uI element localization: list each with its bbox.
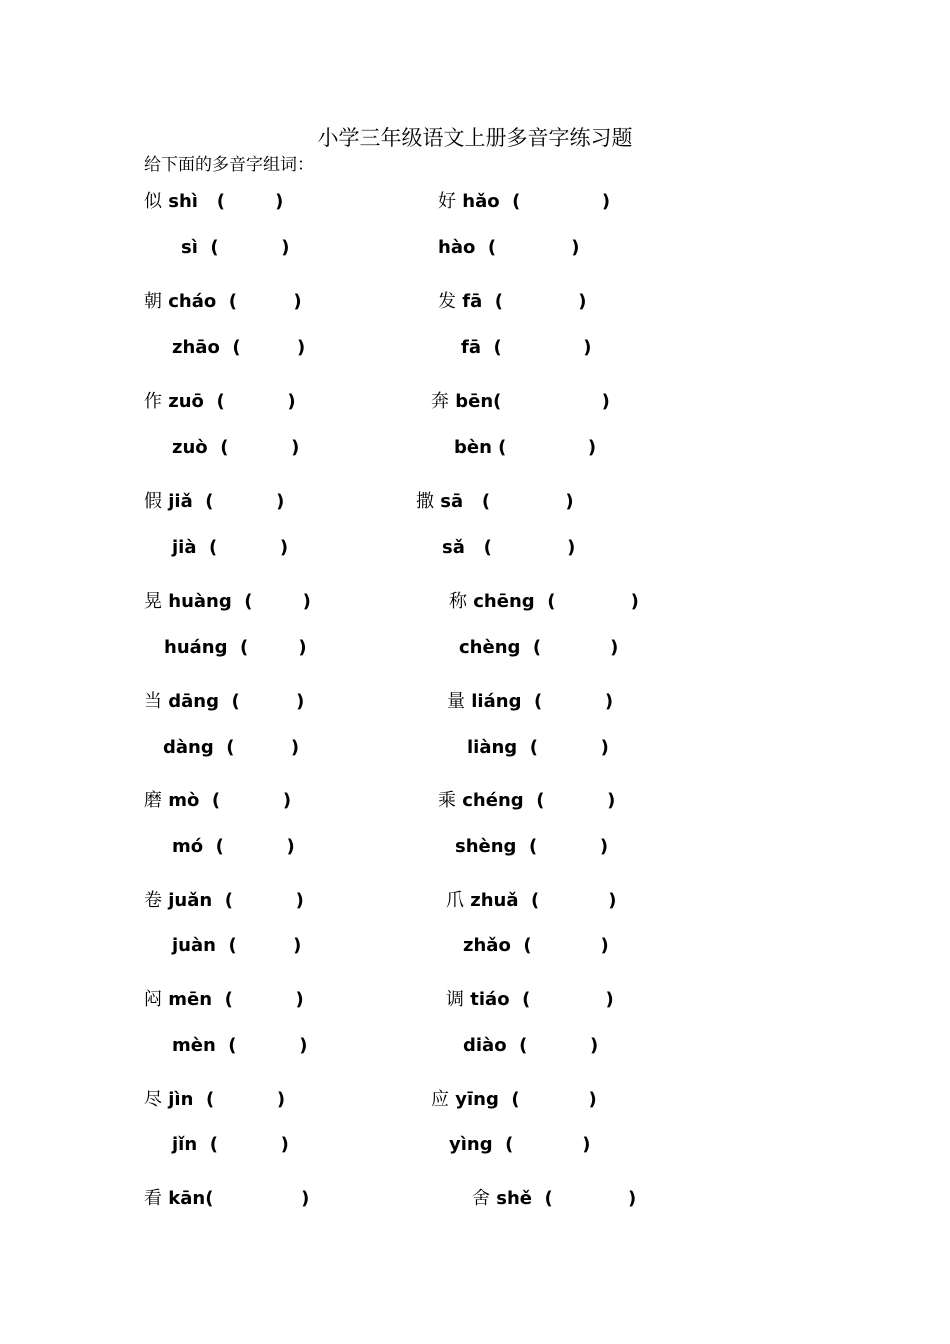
pinyin-answer-blank[interactable]: fā ( ): [456, 291, 587, 312]
polyphone-character: 朝: [144, 291, 162, 312]
exercise-item-left: [144, 687, 304, 713]
polyphone-character: 撒: [416, 491, 434, 512]
exercise-item-left: [144, 387, 296, 413]
exercise-row: [0, 836, 950, 866]
exercise-item-right: [431, 387, 610, 413]
polyphone-character: 闷: [144, 989, 162, 1010]
pinyin-answer-blank[interactable]: tiáo ( ): [464, 989, 614, 1010]
exercise-row: [0, 487, 950, 517]
pinyin-answer-blank[interactable]: jià ( ): [172, 537, 289, 558]
pinyin-answer-blank[interactable]: chèng ( ): [459, 637, 619, 658]
exercise-item-right: [438, 786, 615, 812]
page-title: 小学三年级语文上册多音字练习题: [317, 126, 633, 150]
pinyin-answer-blank[interactable]: shèng ( ): [455, 836, 609, 857]
instruction-text: 给下面的多音字组词：: [144, 155, 314, 175]
pinyin-answer-blank[interactable]: mò ( ): [162, 790, 292, 811]
exercise-row: [0, 537, 950, 567]
exercise-row: [0, 1184, 950, 1214]
pinyin-answer-blank[interactable]: chéng ( ): [456, 790, 616, 811]
pinyin-answer-blank[interactable]: bèn ( ): [454, 437, 597, 458]
exercise-item-right: [438, 237, 580, 258]
exercise-item-right: [467, 737, 609, 758]
polyphone-character: 卷: [144, 890, 162, 911]
exercise-item-left: [144, 1085, 285, 1111]
pinyin-answer-blank[interactable]: diào ( ): [463, 1035, 599, 1056]
polyphone-character: 假: [144, 491, 162, 512]
pinyin-answer-blank[interactable]: juàn ( ): [172, 935, 302, 956]
pinyin-answer-blank[interactable]: mó ( ): [172, 836, 295, 857]
exercise-item-right: [438, 287, 586, 313]
pinyin-answer-blank[interactable]: shì ( ): [162, 191, 284, 212]
pinyin-answer-blank[interactable]: kān( ): [162, 1188, 310, 1209]
polyphone-character: 好: [438, 191, 456, 212]
exercise-row: [0, 337, 950, 367]
exercise-item-right: [454, 437, 596, 458]
exercise-item-right: [463, 1035, 598, 1056]
exercise-row: [0, 935, 950, 965]
exercise-item-left: [144, 587, 311, 613]
exercise-row: [0, 1085, 950, 1115]
exercise-item-right: [416, 487, 574, 513]
pinyin-answer-blank[interactable]: liàng ( ): [467, 737, 609, 758]
exercise-row: [0, 737, 950, 767]
polyphone-character: 发: [438, 291, 456, 312]
polyphone-character: 当: [144, 691, 162, 712]
pinyin-answer-blank[interactable]: cháo ( ): [162, 291, 302, 312]
exercise-row: [0, 437, 950, 467]
polyphone-character: 调: [446, 989, 464, 1010]
pinyin-answer-blank[interactable]: bēn( ): [449, 391, 610, 412]
pinyin-answer-blank[interactable]: huàng ( ): [162, 591, 311, 612]
exercise-item-right: [438, 187, 610, 213]
polyphone-character: 应: [431, 1089, 449, 1110]
exercise-item-right: [447, 687, 613, 713]
exercise-item-left: [181, 237, 290, 258]
polyphone-character: 似: [144, 191, 162, 212]
exercise-item-left: [144, 886, 304, 912]
pinyin-answer-blank[interactable]: mèn ( ): [172, 1035, 308, 1056]
pinyin-answer-blank[interactable]: dāng ( ): [162, 691, 305, 712]
pinyin-answer-blank[interactable]: hào ( ): [438, 237, 580, 258]
exercise-item-left: [172, 537, 288, 558]
pinyin-answer-blank[interactable]: zhǎo ( ): [463, 935, 609, 956]
exercise-row: [0, 687, 950, 717]
polyphone-character: 尽: [144, 1089, 162, 1110]
pinyin-answer-blank[interactable]: jìn ( ): [162, 1089, 286, 1110]
pinyin-answer-blank[interactable]: jǐn ( ): [172, 1134, 289, 1155]
exercise-item-left: [144, 985, 304, 1011]
exercise-item-right: [446, 985, 614, 1011]
exercise-row: [0, 287, 950, 317]
exercise-item-left: [144, 786, 291, 812]
polyphone-character: 奔: [431, 391, 449, 412]
exercise-item-left: [164, 637, 307, 658]
exercise-item-left: [144, 487, 284, 513]
exercise-item-left: [172, 437, 299, 458]
exercise-item-left: [172, 1134, 289, 1155]
polyphone-character: 量: [447, 691, 465, 712]
exercise-item-left: [172, 337, 305, 358]
exercise-item-right: [461, 337, 591, 358]
pinyin-answer-blank[interactable]: zhuǎ ( ): [464, 890, 617, 911]
polyphone-character: 作: [144, 391, 162, 412]
pinyin-answer-blank[interactable]: yīng ( ): [449, 1089, 597, 1110]
exercise-row: [0, 786, 950, 816]
pinyin-answer-blank[interactable]: chēng ( ): [467, 591, 639, 612]
exercise-item-left: [172, 836, 295, 857]
exercise-item-right: [459, 637, 618, 658]
exercise-row: [0, 1035, 950, 1065]
exercise-row: [0, 1134, 950, 1164]
exercise-row: [0, 886, 950, 916]
exercise-item-right: [449, 1134, 591, 1155]
exercise-item-right: [431, 1085, 597, 1111]
exercise-item-left: [163, 737, 299, 758]
exercise-item-right: [442, 537, 575, 558]
pinyin-answer-blank[interactable]: mēn ( ): [162, 989, 304, 1010]
exercise-row: [0, 985, 950, 1015]
exercise-item-left: [144, 187, 283, 213]
pinyin-answer-blank[interactable]: sǎ ( ): [442, 537, 576, 558]
pinyin-answer-blank[interactable]: jiǎ ( ): [162, 491, 285, 512]
pinyin-answer-blank[interactable]: fā ( ): [461, 337, 592, 358]
exercise-row: [0, 637, 950, 667]
pinyin-answer-blank[interactable]: zuō ( ): [162, 391, 296, 412]
pinyin-answer-blank[interactable]: zuò ( ): [172, 437, 300, 458]
exercise-item-left: [144, 287, 302, 313]
pinyin-answer-blank[interactable]: sā ( ): [434, 491, 574, 512]
exercise-item-right: [446, 886, 616, 912]
exercise-item-right: [472, 1184, 636, 1210]
polyphone-character: 乘: [438, 790, 456, 811]
exercise-item-right: [463, 935, 609, 956]
exercise-row: [0, 587, 950, 617]
pinyin-answer-blank[interactable]: zhāo ( ): [172, 337, 306, 358]
exercise-item-left: [172, 935, 301, 956]
pinyin-answer-blank[interactable]: dàng ( ): [163, 737, 300, 758]
pinyin-answer-blank[interactable]: huáng ( ): [164, 637, 307, 658]
exercise-row: [0, 237, 950, 267]
polyphone-character: 爪: [446, 890, 464, 911]
exercise-item-right: [455, 836, 608, 857]
exercise-item-left: [172, 1035, 307, 1056]
exercise-item-right: [449, 587, 639, 613]
pinyin-answer-blank[interactable]: sì ( ): [181, 237, 290, 258]
exercise-item-left: [144, 1184, 309, 1210]
exercise-row: [0, 387, 950, 417]
polyphone-character: 磨: [144, 790, 162, 811]
pinyin-answer-blank[interactable]: shě ( ): [490, 1188, 637, 1209]
pinyin-answer-blank[interactable]: juǎn ( ): [162, 890, 304, 911]
exercise-row: [0, 187, 950, 217]
polyphone-character: 晃: [144, 591, 162, 612]
polyphone-character: 称: [449, 591, 467, 612]
pinyin-answer-blank[interactable]: hǎo ( ): [456, 191, 611, 212]
pinyin-answer-blank[interactable]: yìng ( ): [449, 1134, 591, 1155]
polyphone-character: 看: [144, 1188, 162, 1209]
pinyin-answer-blank[interactable]: liáng ( ): [465, 691, 614, 712]
polyphone-character: 舍: [472, 1188, 490, 1209]
